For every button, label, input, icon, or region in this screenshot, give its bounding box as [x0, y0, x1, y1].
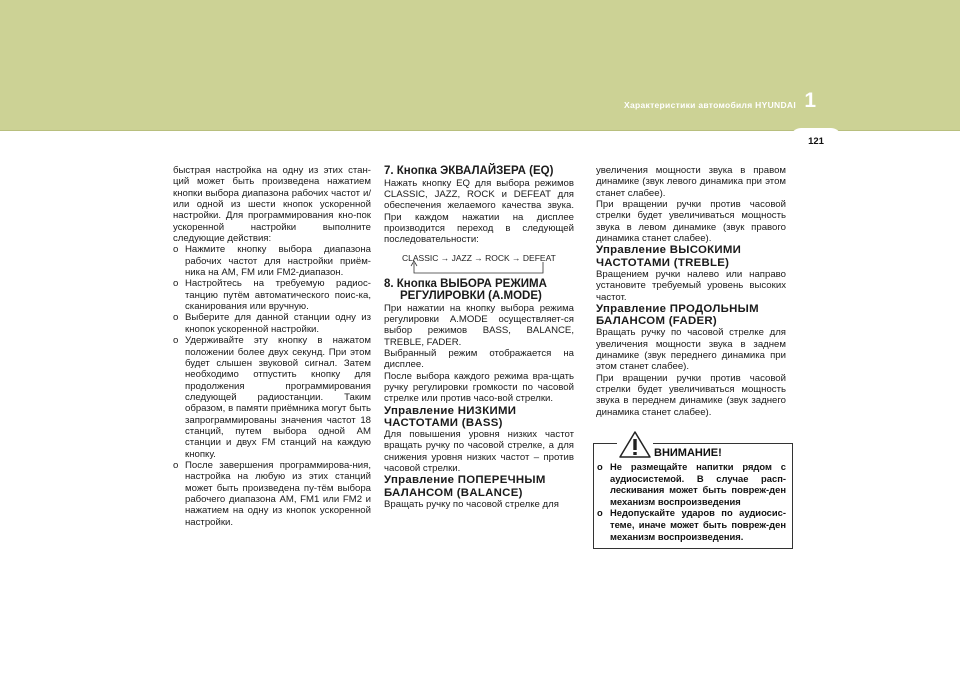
column-2: [384, 165, 574, 510]
eq-text: Нажать кнопку EQ для выбора режимов CLASSIC, JAZZ, ROCK и DEFEAT для обеспечения желаемого качества звука. При каждом нажатии на дисплее производится переход в следующей последовательности:: [384, 177, 574, 246]
list-item: o Выберите для данной станции одну из кнопок ускоренной настройки.: [173, 312, 371, 335]
list-item: o Недопускайте ударов по аудиосис-теме, иначе может быть повреж-ден механизм воспроизведения.: [597, 507, 786, 542]
eq-sequence-text: CLASSIC → JAZZ → ROCK → DEFEAT: [402, 252, 556, 263]
fader-text: Вращать ручку по часовой стрелке для увеличения мощности звука в заднем динамике (звук переднего динамика при этом станет слабее).: [596, 327, 786, 373]
warning-title: ВНИМАНИЕ!: [654, 447, 722, 459]
header-band: [0, 0, 960, 130]
list-item: o Не размещайте напитки рядом с аудиосистемой. В случае расп-лескивания может быть повреж-ден механизм воспроизведения: [597, 461, 786, 507]
page-number: 121: [808, 136, 824, 147]
balance-text: Вращать ручку по часовой стрелке для: [384, 498, 559, 510]
mode-heading: 8. Кнопка ВЫБОРА РЕЖИМА: [384, 277, 547, 290]
bass-heading-line2: ЧАСТОТАМИ (BASS): [384, 416, 503, 429]
fader-heading: Управление ПРОДОЛЬНЫМ: [596, 302, 759, 315]
preset-intro-text: быстрая настройка на одну из этих стан-ций может быть произведена нажатием кнопки выбора диапазона рабочих частот и/или одной из шести кнопок ускоренной настройки. Для программирования кно-пок ускоренной настройки выполните следующие действия:: [173, 165, 371, 245]
balance-heading-line2: БАЛАНСОМ (BALANCE): [384, 486, 523, 499]
fader-heading-line2: БАЛАНСОМ (FADER): [596, 315, 718, 328]
warning-list: [597, 461, 786, 542]
eq-heading: 7. Кнопка ЭКВАЛАЙЗЕРА (EQ): [384, 165, 554, 177]
chapter-number: 1: [804, 89, 816, 112]
treble-text: Вращением ручки налево или направо установите требуемый уровень высоких частот.: [596, 268, 786, 303]
mode-text: При нажатии на кнопку выбора режима регулировки A.MODE осуществляет-ся выбор режимов BASS, BALANCE, TREBLE, FADER.: [384, 302, 574, 348]
section-title: Характеристики автомобиля HYUNDAI: [624, 100, 796, 110]
list-item: o После завершения программирова-ния, настройка на любую из этих станций может быть произведена пу-тём выбора рабочего диапазона AM, FM1 или FM2 и нажатием на одну из кнопок ускоренной настройки.: [173, 459, 371, 528]
column-3: [596, 165, 786, 418]
column-1: [173, 165, 371, 528]
balance-heading: Управление ПОПЕРЕЧНЫМ: [384, 474, 546, 487]
warning-box: [593, 443, 793, 549]
treble-heading: Управление ВЫСОКИМИ: [596, 244, 742, 257]
eq-sequence-diagram: [384, 246, 574, 278]
mode-text: После выбора каждого режима вра-щать ручку регулировки громкости по часовой стрелке или против часо-вой стрелки.: [384, 370, 574, 405]
warning-triangle-icon: [617, 430, 653, 460]
list-item: o Настройтесь на требуемую радиос-танцию путём автоматического поис-ка, сканирования или вручную.: [173, 278, 371, 313]
bass-text: Для повышения уровня низких частот вращать ручку по часовой стрелке, а для снижения уровня низких частот – против часовой стрелки.: [384, 429, 574, 475]
list-item: o Нажмите кнопку выбора диапазона рабочих частот для настройки приём-ника на AM, FM или FM2-диапазон.: [173, 244, 371, 279]
balance-text-cont: При вращении ручки против часовой стрелки будет увеличиваться мощность звука в левом динамике (звук правого динамика станет слабее).: [596, 199, 786, 245]
list-item: o Удерживайте эту кнопку в нажатом положении более двух секунд. При этом будет слышен звуковой сигнал. Затем необходимо отпустить кнопку для продолжения программирования следующей радиостанции. Таким образом, в памяти приёмника могут быть запрограммированы значения частот 18 станций, путем выбора одной AM станции и двух FM станций на каждую кнопку.: [173, 335, 371, 460]
treble-heading-line2: ЧАСТОТАМИ (TREBLE): [596, 256, 730, 269]
mode-text: Выбранный режим отображается на дисплее.: [384, 347, 574, 371]
bass-heading: Управление НИЗКИМИ: [384, 404, 517, 417]
mode-heading-line2: РЕГУЛИРОВКИ (A.MODE): [400, 290, 542, 303]
fader-text: При вращении ручки против часовой стрелки будет увеличиваться мощность звука в переднем динамике (звук заднего динамика станет слабее).: [596, 372, 786, 418]
balance-text-cont: увеличения мощности звука в правом динамике (звук левого динамика при этом станет слабее).: [596, 165, 786, 199]
